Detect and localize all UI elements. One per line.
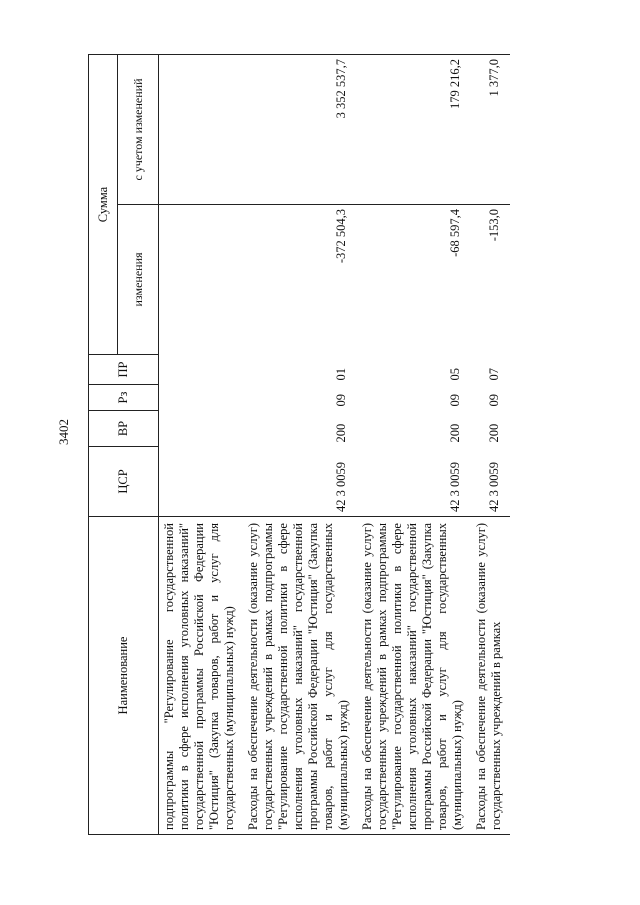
row-pr [159, 355, 244, 385]
row-rz: 09 [448, 394, 462, 407]
row-with-changes: 1 377,0 [471, 55, 510, 205]
header-csr: ЦСР [89, 447, 159, 517]
row-rz: 09 [487, 394, 501, 407]
header-name: Наименование [89, 517, 159, 835]
table-row [471, 55, 510, 835]
row-change: -68 597,4 [357, 205, 471, 355]
row-vr: 200 [334, 423, 348, 443]
row-with-changes [159, 55, 244, 205]
header-change: изменения [118, 205, 159, 355]
row-name: Расходы на обеспечение деятельности (оказание услуг) государственных учреждений в рамках подпрограммы "Регулирование государственной политики в сфере исполнения уголовных наказаний" государственной программы Российской Федерации "Юстиция" (Закупка товаров, работ и услуг для государственных (муниципальных) нужд) [357, 517, 471, 835]
table-row [357, 55, 471, 835]
budget-table [88, 54, 510, 835]
row-name: Расходы на обеспечение деятельности (оказание услуг) государственных учреждений в рамках [471, 517, 510, 835]
row-vr: 200 [448, 423, 462, 443]
row-change: -372 504,3 [243, 205, 357, 355]
row-change: -153,0 [471, 205, 510, 355]
row-vr [159, 411, 244, 447]
row-csr: 42 3 0059 [448, 462, 462, 512]
page-number: 3402 [56, 419, 71, 445]
row-rz: 09 [334, 394, 348, 407]
table-header [89, 55, 159, 835]
header-sum: Сумма [89, 55, 118, 355]
row-csr: 42 3 0059 [334, 462, 348, 512]
row-with-changes: 3 352 537,7 [243, 55, 357, 205]
row-pr: 01 [334, 368, 348, 381]
header-rz: Рз [89, 385, 159, 411]
row-rz [159, 385, 244, 411]
table-row [243, 55, 357, 835]
table-body [159, 55, 511, 835]
row-name: подпрограммы "Регулирование государственной политики в сфере исполнения уголовных наказаний" государственной программы Российской Федерации "Юстиция" (Закупка товаров, работ и услуг для государственных (муниципальных) нужд) [159, 517, 244, 835]
row-with-changes: 179 216,2 [357, 55, 471, 205]
row-csr: 42 3 0059 [487, 462, 501, 512]
row-vr: 200 [487, 423, 501, 443]
header-pr: ПР [89, 355, 159, 385]
row-change [159, 205, 244, 355]
row-csr [159, 447, 244, 517]
row-pr: 05 [448, 368, 462, 381]
header-vr: ВР [89, 411, 159, 447]
row-pr: 07 [487, 368, 501, 381]
table-row [159, 55, 244, 835]
header-with-changes: с учетом изменений [118, 55, 159, 205]
row-name: Расходы на обеспечение деятельности (оказание услуг) государственных учреждений в рамках подпрограммы "Регулирование государственной политики в сфере исполнения уголовных наказаний" государственной программы Российской Федерации "Юстиция" (Закупка товаров, работ и услуг для государственных (муниципальных) нужд) [243, 517, 357, 835]
